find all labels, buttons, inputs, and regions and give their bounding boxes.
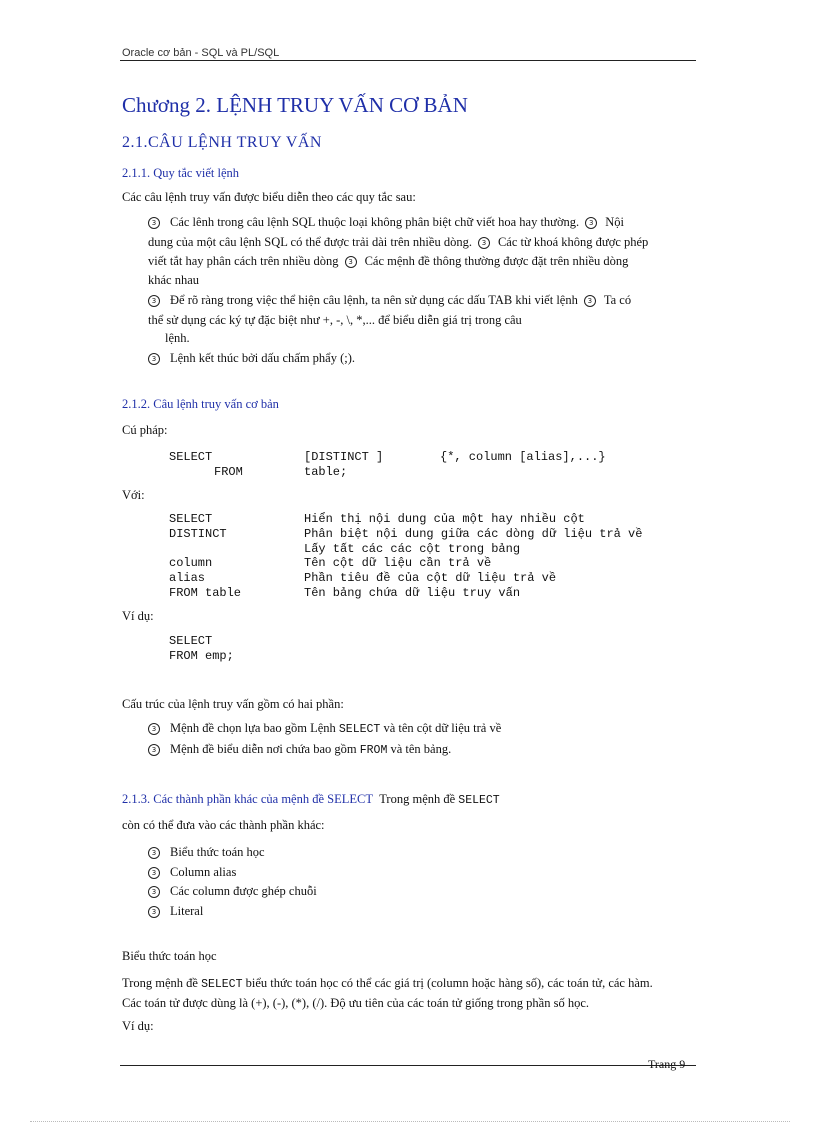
def-desc: Hiển thị nội dung của một hay nhiều cột: [304, 512, 585, 526]
subsection-title-213: 2.1.3. Các thành phần khác của mệnh đề SELECT: [122, 792, 373, 806]
def-desc: Tên bảng chứa dữ liệu truy vấn: [304, 586, 521, 600]
def-desc: Phần tiêu đề của cột dữ liệu trả về: [304, 571, 557, 585]
def-term: DISTINCT: [169, 527, 227, 541]
bullet-icon: 3: [148, 217, 160, 229]
chapter-title: Chương 2. LỆNH TRUY VẤN CƠ BẢN: [122, 93, 468, 117]
bullet-icon: 3: [148, 906, 160, 918]
math-title: Biểu thức toán học: [122, 949, 217, 963]
math-paragraph-2: Các toán tử được dùng là (+), (-), (*), (/). Độ ưu tiên của các toán tử giống trong phần số học.: [122, 996, 590, 1010]
component-item: 3 Các column được ghép chuỗi: [148, 884, 317, 899]
rule-line-1: 3 Các lênh trong câu lệnh SQL thuộc loại không phân biệt chữ viết hoa hay thường. 3 Nội: [148, 215, 624, 230]
def-term: alias: [169, 571, 206, 585]
rule-line-3: viết tắt hay phân cách trên nhiều dòng 3 Các mệnh đề thông thường được đặt trên nhiều dòng: [148, 254, 629, 268]
def-term: SELECT: [169, 512, 213, 526]
syntax-keyword: SELECT: [169, 450, 213, 464]
syntax-label: Cú pháp:: [122, 423, 168, 437]
page-bottom-border: [30, 1121, 790, 1122]
header-rule: [120, 60, 696, 61]
rules-intro: Các câu lệnh truy vấn được biểu diễn theo các quy tắc sau:: [122, 190, 416, 204]
syntax-from: FROM: [214, 465, 243, 479]
page-number: Trang 9: [648, 1057, 686, 1071]
components-intro: còn có thể đưa vào các thành phần khác:: [122, 818, 325, 832]
running-header: Oracle cơ bản - SQL và PL/SQL: [122, 47, 280, 59]
rule-line-4: khác nhau: [148, 273, 200, 287]
example-label: Ví dụ:: [122, 609, 154, 623]
syntax-columns: {*, column [alias],...}: [440, 450, 606, 464]
rule-line-7: lệnh.: [165, 331, 190, 345]
rule-line-5: 3 Để rõ ràng trong việc thể hiện câu lệnh, ta nên sử dụng các dấu TAB khi viết lệnh 3 Ta có: [148, 293, 631, 308]
with-label: Với:: [122, 488, 145, 502]
bullet-icon: 3: [148, 295, 160, 307]
subsection-title-212: 2.1.2. Câu lệnh truy vấn cơ bản: [122, 397, 279, 411]
syntax-distinct: [DISTINCT ]: [304, 450, 384, 464]
component-item: 3 Biểu thức toán học: [148, 845, 265, 860]
bullet-icon: 3: [148, 886, 160, 898]
math-paragraph-1: Trong mệnh đề SELECT biểu thức toán học có thể các giá trị (column hoặc hàng số), các toán tử, các hàm.: [122, 976, 653, 991]
def-term: column: [169, 556, 213, 570]
def-desc: Lấy tất các các cột trong bảng: [304, 542, 521, 556]
bullet-icon: 3: [585, 217, 597, 229]
bullet-icon: 3: [478, 237, 490, 249]
bullet-icon: 3: [148, 847, 160, 859]
rule-line-8: 3 Lệnh kết thúc bởi dấu chấm phẩy (;).: [148, 351, 355, 366]
footer-rule: [120, 1065, 696, 1066]
def-desc: Phân biệt nội dung giữa các dòng dữ liệu trả về: [304, 527, 643, 541]
rule-line-2: dung của một câu lệnh SQL có thể được trải dài trên nhiều dòng. 3 Các từ khoá không được phép: [148, 235, 649, 249]
def-term: FROM table: [169, 586, 242, 600]
bullet-icon: 3: [345, 256, 357, 268]
bullet-icon: 3: [148, 744, 160, 756]
rule-line-6: thể sử dụng các ký tự đặc biệt như +, -, \, *,... để biểu diễn giá trị trong câu: [148, 313, 522, 327]
section-title: 2.1.CÂU LỆNH TRUY VẤN: [122, 134, 322, 151]
structure-item-2: 3 Mệnh đề biểu diễn nơi chứa bao gồm FROM và tên bảng.: [148, 742, 451, 757]
example-code-line: SELECT: [169, 634, 213, 648]
math-example-label: Ví dụ:: [122, 1019, 154, 1033]
syntax-table: table;: [304, 465, 348, 479]
bullet-icon: 3: [148, 723, 160, 735]
component-item: 3 Literal: [148, 904, 203, 919]
example-code-line: FROM emp;: [169, 649, 234, 663]
structure-item-1: 3 Mệnh đề chọn lựa bao gồm Lệnh SELECT và tên cột dữ liệu trả về: [148, 721, 501, 736]
component-item: 3 Column alias: [148, 865, 236, 880]
subsection-title-211: 2.1.1. Quy tắc viết lệnh: [122, 166, 239, 180]
subsection-213-line: 2.1.3. Các thành phần khác của mệnh đề SELECT Trong mệnh đề SELECT: [122, 792, 500, 807]
bullet-icon: 3: [148, 867, 160, 879]
def-desc: Tên cột dữ liệu cần trả về: [304, 556, 492, 570]
structure-text: Cấu trúc của lệnh truy vấn gồm có hai phần:: [122, 697, 344, 711]
bullet-icon: 3: [148, 353, 160, 365]
bullet-icon: 3: [584, 295, 596, 307]
